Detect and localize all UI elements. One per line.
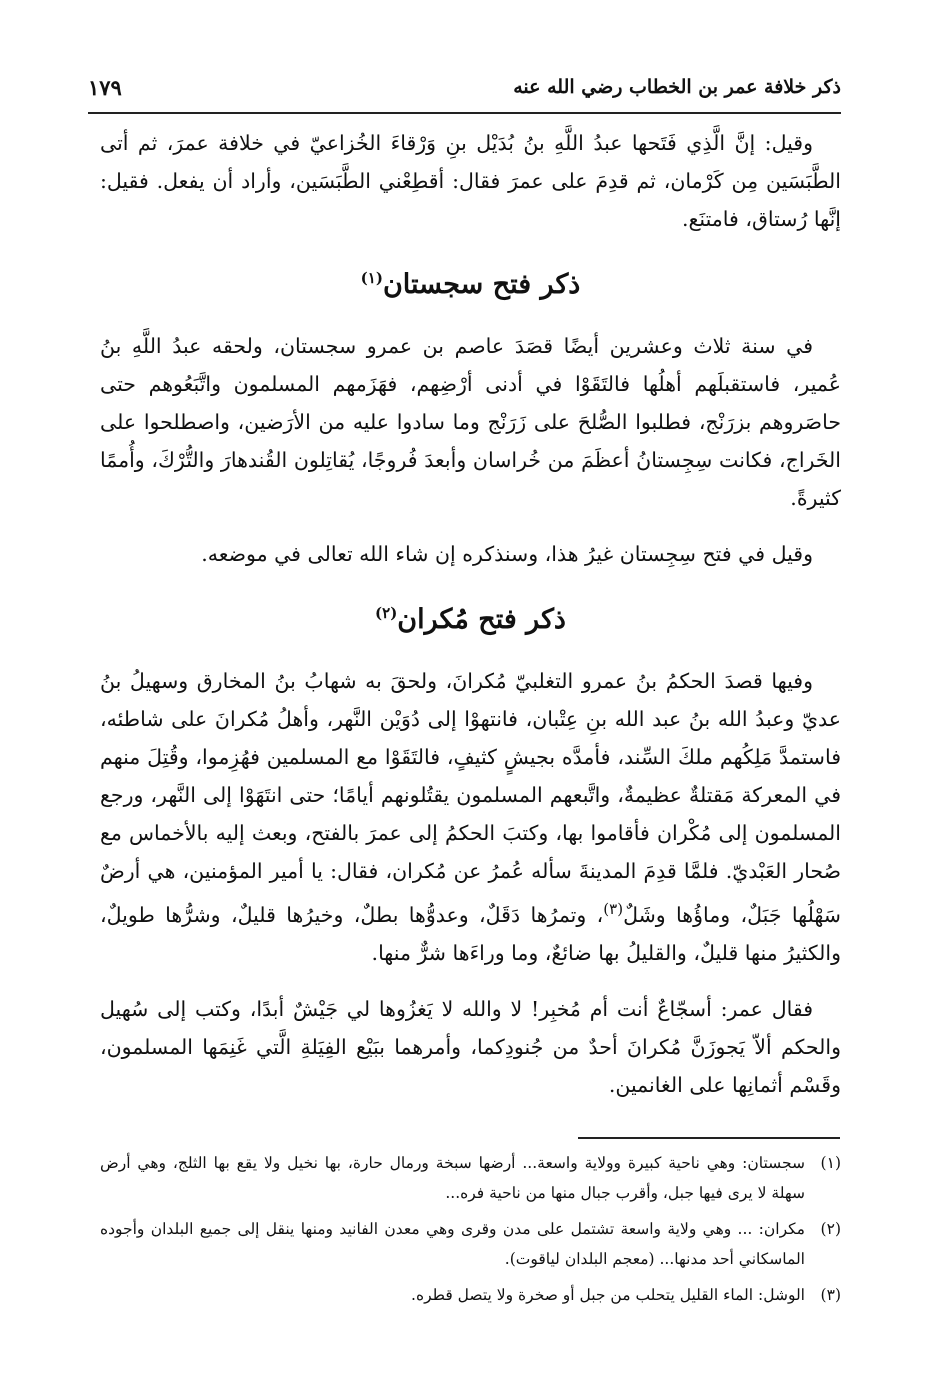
footnote-item xyxy=(100,1280,841,1310)
heading-text: ذكر فتح سجستان xyxy=(382,269,581,300)
footnote-item xyxy=(100,1148,841,1208)
footnote-text: مكران: ... وهي ولاية واسعة تشتمل على مدن وقرى وهي معدن الفانيد ومنها ينقل إلى جميع البلدان وأجوده الماسكاني أحد مدنها... (معجم البلدان لياقوت). xyxy=(100,1220,805,1268)
section-heading-makran xyxy=(100,593,841,640)
footnote-text: سجستان: وهي ناحية كبيرة وولاية واسعة... أرضها سبخة ورمال حارة، بها نخيل ولا يقع بها الثلج، وهي أرض سهلة لا يرى فيها جبل، وأقرب جبال منها من ناحية فره... xyxy=(100,1154,805,1202)
paragraph-3: وقيل في فتح سِجِستان غيرُ هذا، وسنذكره إن شاء الله تعالى في موضعه. xyxy=(201,542,813,566)
paragraph-1: وقيل: إنَّ الَّذِي فَتَحها عبدُ اللَّهِ بنُ بُدَيْل بنِ وَرْقاءَ الخُزاعيّ في خلافة عمرَ، ثم أتى الطَّبَسَين مِن كَرْمان، ثم قدِمَ على عمرَ فقال: أقطِعْني الطَّبَسَين، وأراد أن يفعل. فقيل: إنَّها رُستاق، فامتنَع. xyxy=(100,131,841,231)
paragraph-4-part-2: ، وتمرُها دَقَلٌ، وعدوُّها بطلٌ، وخيرُها قليلٌ، وشرُّها طويلٌ، والكثيرُ منها قليلٌ، والقليلُ بها ضائعٌ، وما وراءَها شرٌّ منها. xyxy=(100,902,841,965)
running-title: ذكر خلافة عمر بن الخطاب رضي الله عنه xyxy=(513,76,841,98)
heading-text: ذكر فتح مُكران xyxy=(397,604,566,635)
footnote-number: (٣) xyxy=(820,1286,841,1304)
footnote-ref-3: (٣) xyxy=(603,900,624,918)
footnote-ref-2: (٢) xyxy=(375,604,398,622)
paragraph-5: فقال عمر: أسجّاعٌ أنت أم مُخبِر! لا والله لا يَغزُوها لي جَيْشٌ أبدًا، وكتب إلى سُهيل والحكم ألاّ يَجوزَنَّ مُكرانَ أحدٌ من جُنودِكما، وأمرهما ببَيْع الفِيَلةِ الَّتي غَنِمَها المسلمون، وقَسْم أثمانِها على الغانمين. xyxy=(100,996,841,1097)
footnote-number: (٢) xyxy=(820,1220,841,1238)
paragraph-4-part-1: وفيها قصدَ الحكمُ بنُ عمرو التغلبيّ مُكرانَ، ولحقَ به شهابُ بنُ المخارق وسهيلُ بنُ عديّ وعبدُ الله بنُ عبد الله بنِ عِتْبان، فانتهوْا إلى دُوَيْن النَّهر، وأهلُ مُكرانَ على شاطئه، فاستمدَّ مَلِكُهم ملكَ السِّند، فأمدَّه بجيشٍ كثيفٍ، فالتَقَوْا مع المسلمين فهُزِموا، وقُتِلَ منهم في المعركة مَقتلةٌ عظيمةٌ، واتَّبعهم المسلمون يقتُلونهم أيامًا؛ حتى انتَهَوْا إلى النَّهر، ورجع المسلمون إلى مُكْران فأقاموا بها، وكتبَ الحكمُ إلى عمرَ بالفتح، وبعث إليه بالأخماس مع صُحار العَبْديّ. فلمَّا قدِمَ المدينةَ سأله عُمرُ عن مُكران، فقال: يا أمير المؤمنين، هي أرضٌ سَهْلُها جَبَلٌ، وماؤُها وشَلٌ xyxy=(100,669,841,927)
footnote-number: (١) xyxy=(820,1154,841,1172)
page-number: ١٧٩ xyxy=(88,74,122,100)
footnote-item xyxy=(100,1214,841,1274)
paragraph-2: في سنة ثلاث وعشرين أيضًا قصَدَ عاصم بن عمرو سجستان، ولحقه عبدُ اللَّهِ بنُ عُمير، فاستقبلَهم أهلُها فالتَقَوْا في أدنى أرْضِهم، فهَزَمهم المسلمون واتَّبَعُوهم حتى حاصَروهم بزرَنْج، فطلبوا الصُّلحَ على زَرَنْج وما سادوا عليه من الأرَضين، واصطلحوا على الخَراج، فكانت سِجِستانُ أعظَمَ من خُراسان وأبعدَ فُروجًا، يُقاتِلون القُندهارَ والتُّرْكَ، وأُممًا كثيرةً. xyxy=(100,334,841,510)
footnote-text: الوشل: الماء القليل يتحلب من جبل أو صخرة ولا يتصل قطره. xyxy=(411,1286,805,1304)
footnotes xyxy=(100,1148,841,1316)
main-text xyxy=(100,124,841,1122)
footnote-ref-1: (١) xyxy=(360,269,383,287)
section-heading-sijistan xyxy=(100,258,841,305)
footnote-separator xyxy=(578,1137,840,1139)
page-header xyxy=(88,62,841,114)
paragraph-4 xyxy=(100,662,841,972)
